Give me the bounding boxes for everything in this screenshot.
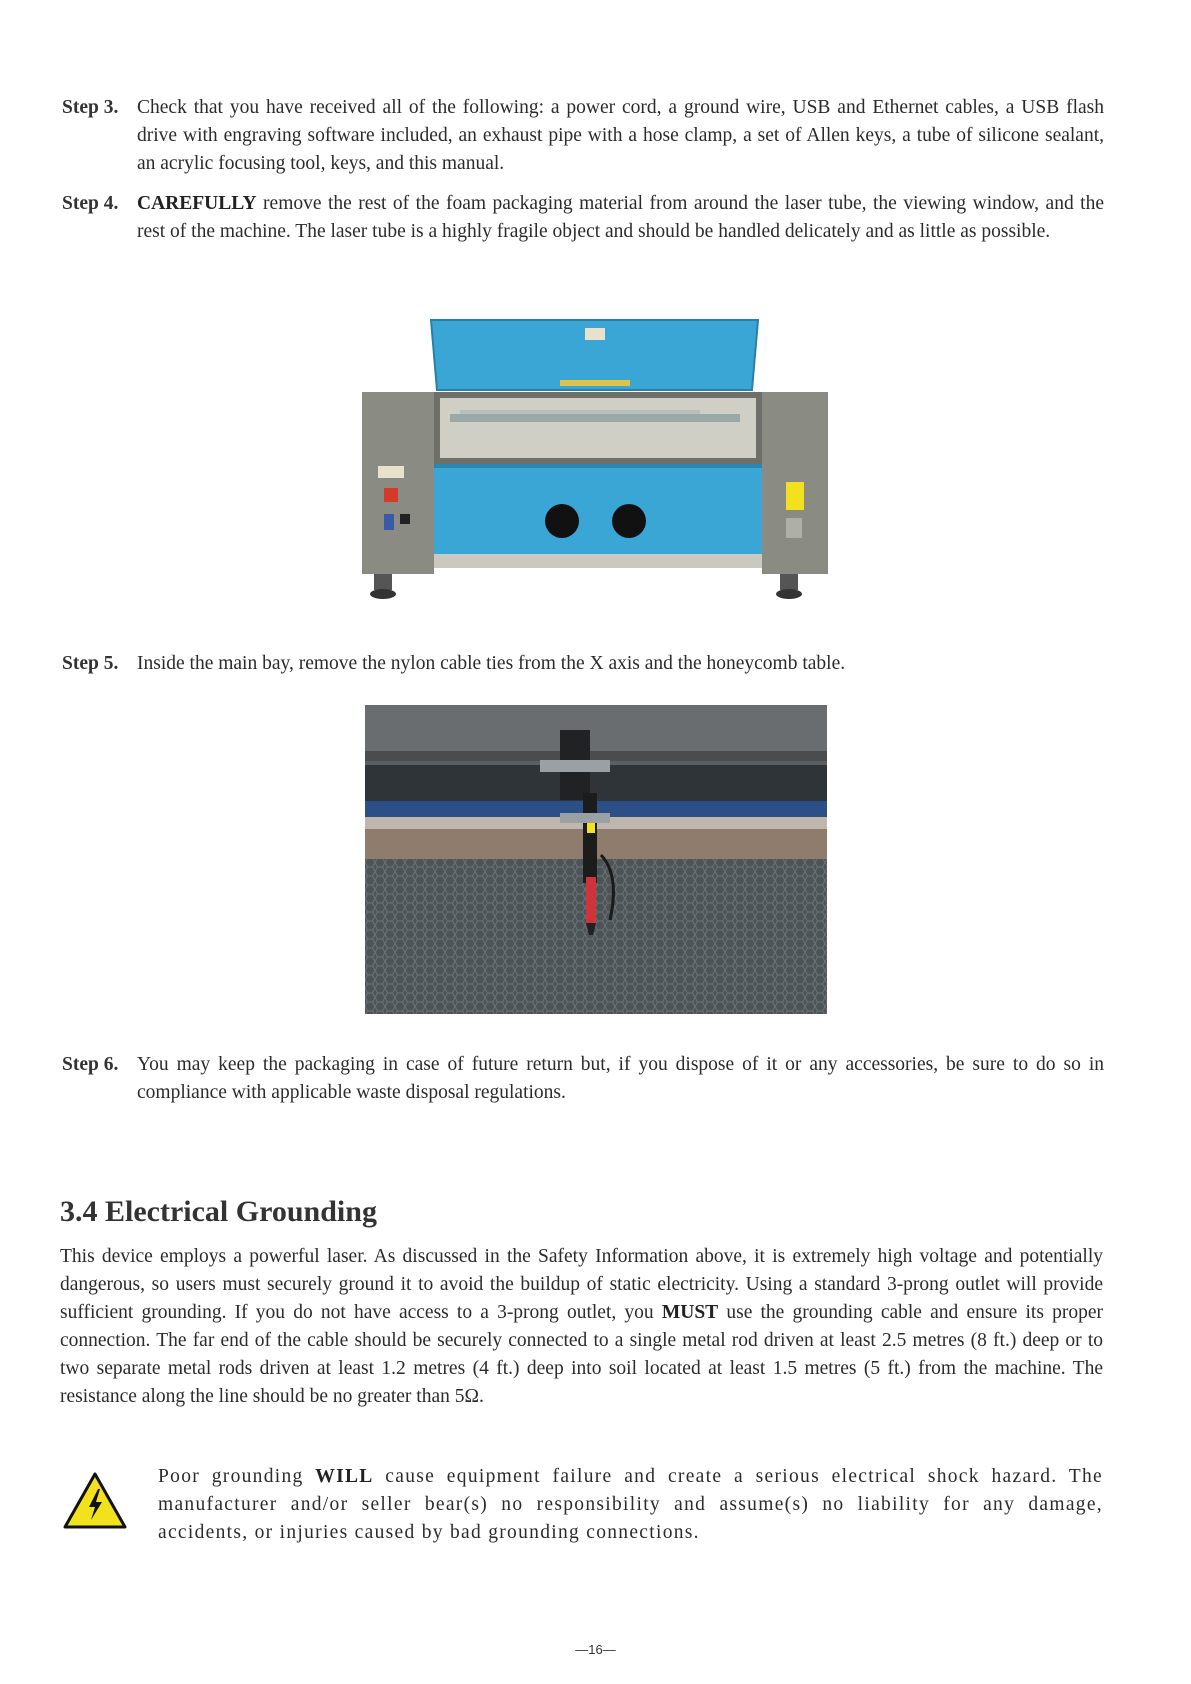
high-voltage-warning-icon [62,1471,128,1531]
step-4-text [137,190,1104,246]
step-6 [62,1051,1104,1107]
step-6-text: You may keep the packaging in case of future return but, if you dispose of it or any accessories, be sure to do so in compliance with applicable waste disposal regulations. [137,1054,1104,1103]
step-6-label: Step 6. [62,1054,119,1075]
step-3-label: Step 3. [62,97,119,118]
grounding-paragraph-emphasis: MUST [661,1302,719,1323]
step-5-text: Inside the main bay, remove the nylon cable ties from the X axis and the honeycomb table. [137,653,846,674]
step-4 [62,190,1104,246]
step-3-text: Check that you have received all of the following: a power cord, a ground wire, USB and Ethernet cables, a USB flash drive with engraving software included, an exhaust pipe with a hose clamp, a set of Allen keys, a tube of silicone sealant, an acrylic focusing tool, keys, and this manual. [137,97,1104,174]
grounding-warning-b: cause equipment failure and create a serious electrical shock hazard. The manufacturer and/or seller bear(s) no responsibility and assume(s) no liability for any damage, accidents, or injuries caused by bad grounding connections. [158,1466,1104,1543]
step-5 [62,650,1104,678]
laser-machine-photo [360,318,830,600]
page-number: —16— [575,1642,616,1657]
grounding-paragraph [60,1243,1103,1411]
grounding-paragraph-b: use the grounding cable and ensure its proper connection. The far end of the cable should be securely connected to a single metal rod driven at least 2.5 metres (8 ft.) deep or to two separate metal rods driven at least 1.2 metres (4 ft.) deep into soil located at least 1.5 metres (5 ft.) from the machine. The resistance along the line should be no greater than 5Ω. [60,1302,1103,1407]
step-4-emphasis: CAREFULLY [137,193,257,214]
laser-head-photo [365,705,827,1014]
grounding-warning [158,1463,1103,1547]
step-5-label: Step 5. [62,653,119,674]
step-4-label: Step 4. [62,193,119,214]
grounding-warning-emphasis: WILL [315,1466,374,1487]
step-3 [62,94,1104,178]
step-4-body: remove the rest of the foam packaging material from around the laser tube, the viewing window, and the rest of the machine. The laser tube is a highly fragile object and should be handled delicately and as little as possible. [137,193,1104,242]
grounding-paragraph-a: This device employs a powerful laser. As discussed in the Safety Information above, it is extremely high voltage and potentially dangerous, so users must securely ground it to avoid the buildup of static electricity. Using a standard 3-prong outlet will provide sufficient grounding. If you do not have access to a 3-prong outlet, you [60,1246,1103,1323]
section-heading: 3.4 Electrical Grounding [60,1195,377,1228]
grounding-warning-a: Poor grounding [158,1466,316,1487]
